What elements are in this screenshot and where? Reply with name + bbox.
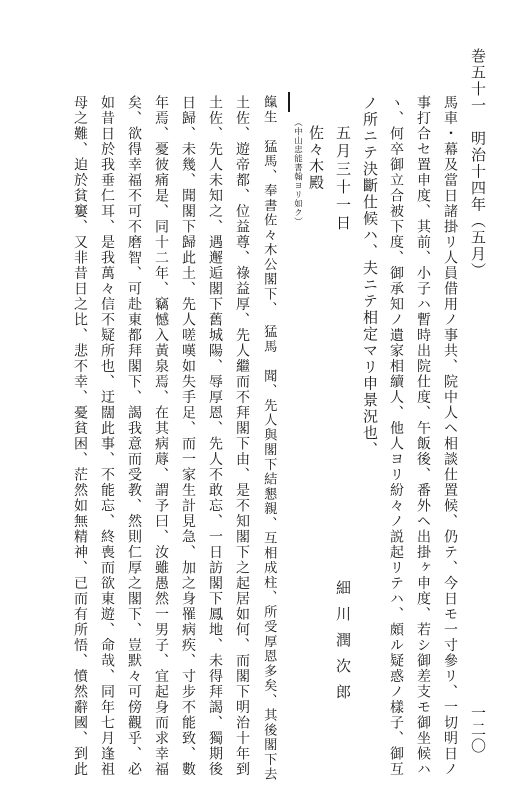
recipient: 佐々木殿 <box>307 125 325 191</box>
running-header: 巻五十一 明治十四年（五月） <box>469 48 487 279</box>
letter-line-2: 土佐、遊帝都、位益尊、祿益厚、先人繼而不拜閣下由、是不知閣下之起居如何、而閣下明治十年到 <box>234 95 250 777</box>
body-line-4: ノ所ニテ決斷仕候ハ、夫ニテ相定マリ申景況也、 <box>361 95 379 458</box>
section-rule <box>288 92 290 112</box>
source-note: （中山忠能書翰ヨリ如ク） <box>292 118 303 226</box>
body-line-1: 馬車・幕及當日諸掛リ人員借用ノ事共、院中人ヘ相談仕置候、仍テ、今日モ一寸參リ、一切明日ノ <box>442 95 458 777</box>
letter-date: 五月三十一日 <box>334 125 352 233</box>
letter-line-5: 年焉、憂彼痛是、同十二年、竊憾入黃泉焉、在其病蓐、謂予曰、汝雖愚然一男子、宜起身而求幸福 <box>153 95 169 777</box>
letter-line-1: 餼生 猛馬、奉書佐々木公閣下、 猛馬 聞、先人與閣下結懇親、互相成柱、所受厚恩多矣、其後閣下去 <box>261 95 277 782</box>
letter-line-8: 母之難、迫於貧窶、又非昔日之比、悲不幸、憂貧困、茫然如無精神、已而有所悟、憤然辭國、到此 <box>72 95 88 777</box>
letter-line-7: 如昔日於我垂仁耳、是我萬々信不疑所也、迂闊此事、不能忘、終喪而欲東遊、命哉、同年七月逢祖 <box>99 95 115 777</box>
page-number: 一二〇 <box>469 705 487 755</box>
sender-signature: 細川潤次郎 <box>334 580 352 710</box>
body-line-3: ヽ、何卒御立合被下度、御承知ノ遺家相續人、他人ヨリ紛々ノ説起リテハ、頗ル疑惑ノ樣子、御互 <box>388 95 404 777</box>
letter-line-3: 土佐、先人未知之、遇邂逅閣下舊城陽、辱厚恩、先人不敢忘、一日訪閣下鳳地、未得拜謁、獨期後 <box>207 95 223 777</box>
letter-line-4: 日歸、未幾、聞閣下歸此土、先人嗟嘆如失手足、而一家生計見急、加之身罹病疾、寸步不能致、數 <box>180 95 196 777</box>
body-line-2: 事打合セ置申度、其前、小子ハ暫時出院仕度、午飯後、番外ヘ出掛ヶ申度、若シ御差支モ御坐候ハ <box>415 95 431 777</box>
letter-line-6: 矣、欲得幸福不可不磨智、可赴東都拜閣下、謁我意而受教、然則仁厚之閣下、豈默々可傍觀乎、必 <box>126 95 142 777</box>
